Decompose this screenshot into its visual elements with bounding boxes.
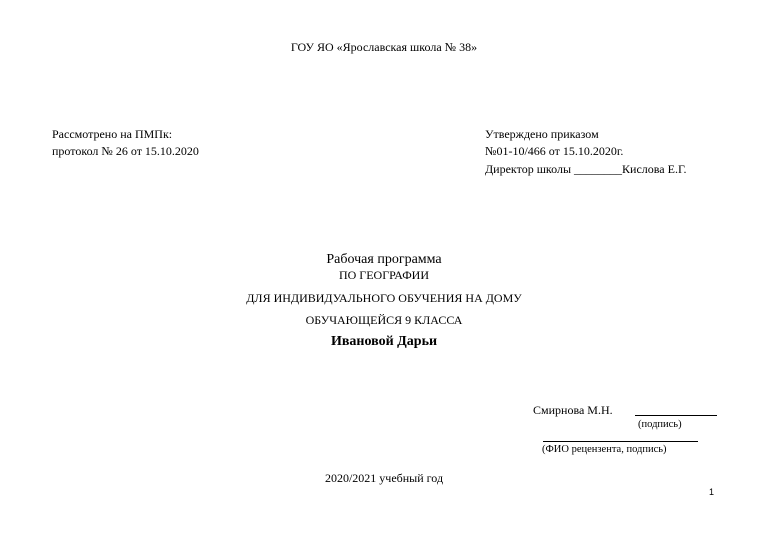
- document-title: Рабочая программа: [326, 252, 442, 267]
- education-type-line: ДЛЯ ИНДИВИДУАЛЬНОГО ОБУЧЕНИЯ НА ДОМУ: [246, 291, 522, 305]
- approved-line: Утверждено приказом: [485, 127, 599, 141]
- author-signature-line: [635, 415, 717, 416]
- director-name: Кислова Е.Г.: [622, 162, 687, 176]
- order-line: №01-10/466 от 15.10.2020г.: [485, 144, 624, 158]
- reviewer-signature-line: [543, 441, 698, 442]
- student-name: Ивановой Дарьи: [330, 334, 438, 349]
- director-line: [485, 162, 687, 177]
- author-name: Смирнова М.Н.: [533, 403, 613, 417]
- director-label: Директор школы: [485, 162, 572, 176]
- reviewed-line: Рассмотрено на ПМПк:: [52, 127, 173, 141]
- protocol-line: протокол № 26 от 15.10.2020: [52, 144, 199, 158]
- grade-line: ОБУЧАЮЩЕЙСЯ 9 КЛАССА: [305, 313, 463, 327]
- school-name: ГОУ ЯО «Ярославская школа № 38»: [290, 40, 478, 54]
- academic-year: 2020/2021 учебный год: [324, 471, 444, 485]
- reviewer-caption: (ФИО рецензента, подпись): [542, 444, 667, 455]
- signature-caption: (подпись): [638, 419, 682, 430]
- director-signature-blank: ________: [574, 162, 623, 176]
- subject-line: ПО ГЕОГРАФИИ: [338, 268, 430, 282]
- page-number: 1: [709, 487, 715, 497]
